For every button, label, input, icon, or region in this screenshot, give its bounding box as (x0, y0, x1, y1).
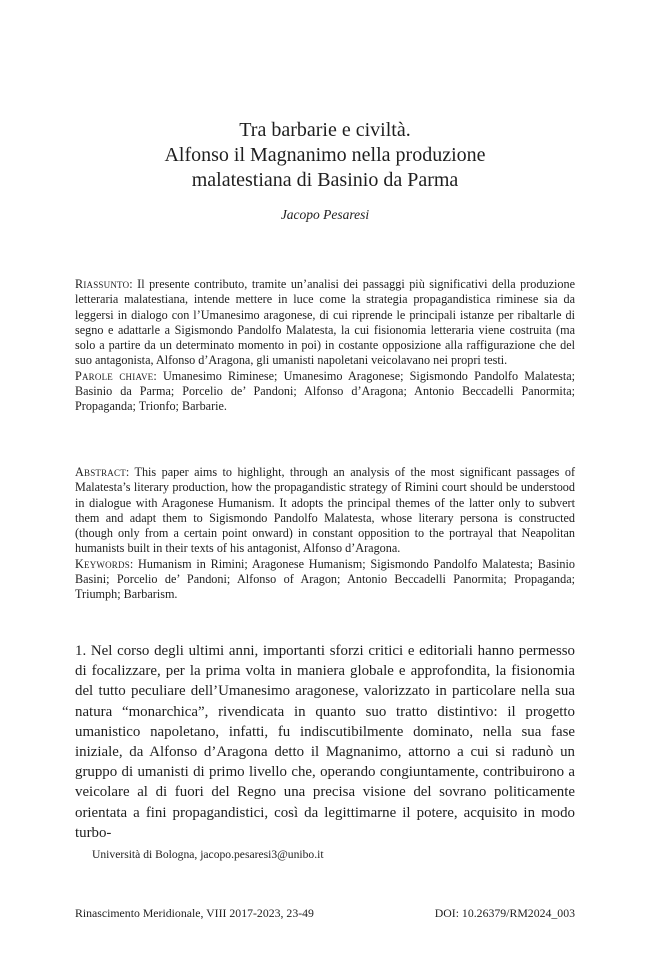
title-line-3: malatestiana di Basinio da Parma (191, 169, 459, 191)
parole-chiave-paragraph (75, 369, 575, 415)
abstract-label: Abstract (75, 465, 126, 479)
doi-link[interactable]: DOI: 10.26379/RM2024_003 (434, 906, 575, 920)
title-line-1: Tra barbarie e civiltà. (239, 119, 411, 141)
riassunto-paragraph (75, 277, 575, 369)
author-affiliation: Università di Bologna, jacopo.pesaresi3@unibo.it (92, 848, 324, 861)
keywords-text: : Humanism in Rimini; Aragonese Humanism; Sigismondo Pandolfo Malatesta; Basinio Basini; Porcelio de’ Pandoni; Alfonso of Aragon; Antonio Beccadelli Panormita; Propaganda; Triumph; Barbarism. (75, 556, 575, 602)
journal-citation: Rinascimento Meridionale, VIII 2017-2023, 23-49 (75, 906, 314, 920)
keywords-label: Keywords (75, 556, 130, 571)
article-title (0, 118, 650, 193)
abstract-text: : This paper aims to highlight, through an analysis of the most significant passages of Malatesta’s literary production, how the propagandistic strategy of Rimini court should be understood in dialogue with Aragonese Humanism. It adopts the principal themes of the latter only to subvert them and adapt them to Sigismondo Pandolfo Malatesta, whose literary persona is constructed (though only from a certain point onward) in constant opposition to the portrayal that Neapolitan humanists built in their texts of his antagonist, Alfonso d’Aragona. (75, 465, 575, 556)
riassunto-label: Riassunto (75, 277, 130, 291)
riassunto-section (75, 277, 575, 415)
parole-chiave-label: Parole chiave (75, 368, 154, 383)
title-line-2: Alfonso il Magnanimo nella produzione (164, 144, 486, 166)
abstract-section (75, 465, 575, 603)
body-paragraph-1: 1. Nel corso degli ultimi anni, importanti sforzi critici e editoriali hanno permesso di focalizzare, per la prima volta in maniera globale e approfondita, la fisionomia del tutto peculiare dell’Umanesimo aragonese, valorizzato in particolare nella sua natura “monarchica”, rivendicata in quanto suo tratto distintivo: il progetto umanistico napoletano, infatti, fu indiscutibilmente dominato, nella sua fase iniziale, da Alfonso d’Aragona detto il Magnanimo, attorno a cui si radunò un gruppo di umanisti di primo livello che, operando congiuntamente, contribuirono a veicolare al di fuori del Regno una precisa visione del sovrano politicamente orientata a fini propagandistici, così da legittimarne il potere, acquisito in modo turbo- (75, 643, 575, 841)
author-name: Jacopo Pesaresi (280, 207, 370, 222)
body-section (75, 641, 575, 843)
parole-chiave-text: : Umanesimo Riminese; Umanesimo Aragonese; Sigismondo Pandolfo Malatesta; Basinio da Parma; Porcelio de’ Pandoni; Alfonso d’Aragona; Antonio Beccadelli Panormita; Propaganda; Trionfo; Barbarie. (75, 368, 576, 414)
riassunto-text: : Il presente contributo, tramite un’analisi dei passaggi più significativi della produzione letteraria malatestiana, intende mettere in luce come la strategia propagandistica riminese sia da leggersi in dialogo con l’Umanesimo aragonese, di cui riprende le principali istanze per ribaltarle di segno e adattarle a Sigismondo Pandolfo Malatesta, la cui fisionomia letteraria viene costruita (ma solo a partire da un determinato momento in poi) in costante opposizione alla raffigurazione che del suo antagonista, Alfonso d’Aragona, gli umanisti napoletani veicolavano nei propri testi. (75, 277, 575, 368)
abstract-paragraph (75, 465, 575, 557)
keywords-paragraph (75, 557, 575, 603)
